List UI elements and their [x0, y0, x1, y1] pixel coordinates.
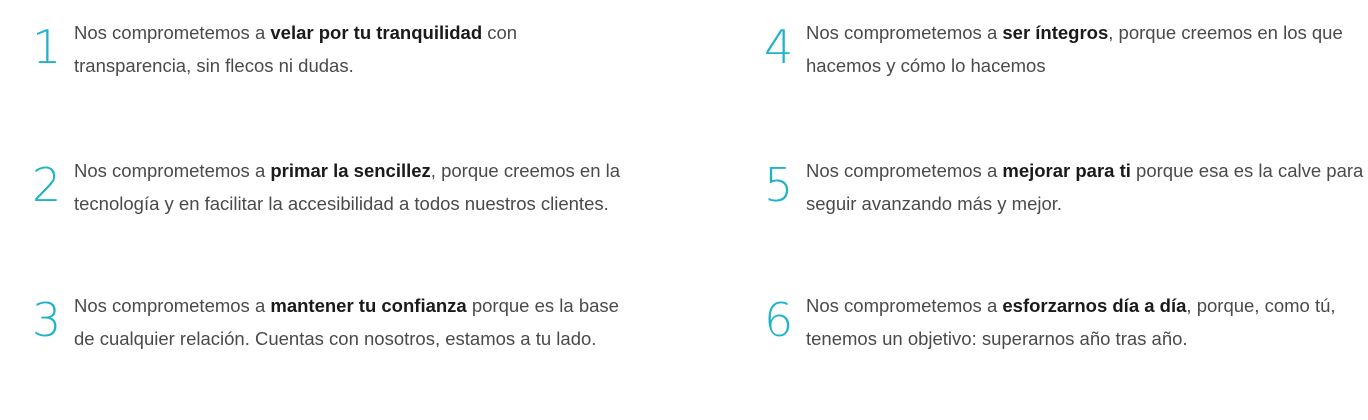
commitment-number: 3 [32, 293, 61, 347]
commitment-highlight: mejorar para ti [1002, 160, 1131, 181]
commitment-lead: Nos comprometemos a [806, 160, 1003, 181]
commitment-rest: , porque creemos en los que hacemos y cómo lo hacemos [806, 22, 1343, 76]
commitment-number: 5 [764, 158, 793, 212]
commitment-highlight: ser íntegros [1002, 22, 1109, 43]
commitment-item-4 [764, 22, 1366, 82]
commitment-rest: con transparencia, sin flecos ni dudas. [74, 22, 518, 76]
commitment-highlight: mantener tu confianza [270, 295, 467, 316]
commitment-lead: Nos comprometemos a [74, 160, 271, 181]
commitment-rest: porque esa es la calve para seguir avanzando más y mejor. [806, 160, 1364, 214]
commitment-rest: porque es la base de cualquier relación. Cuentas con nosotros, estamos a tu lado. [74, 295, 619, 349]
commitment-item-6 [764, 295, 1366, 355]
commitment-number: 4 [764, 20, 793, 74]
commitment-text [74, 16, 634, 82]
commitment-highlight: primar la sencillez [270, 160, 431, 181]
commitment-lead: Nos comprometemos a [806, 22, 1003, 43]
commitment-number: 6 [764, 293, 793, 347]
commitment-text [806, 289, 1366, 355]
commitment-number: 2 [32, 158, 61, 212]
commitment-number: 1 [32, 20, 61, 74]
commitment-lead: Nos comprometemos a [74, 22, 271, 43]
commitment-text [806, 16, 1366, 82]
commitment-item-2 [32, 160, 634, 220]
commitment-rest: , porque, como tú, tenemos un objetivo: superarnos año tras año. [806, 295, 1336, 349]
commitment-text [74, 154, 634, 220]
commitment-text [806, 154, 1366, 220]
commitment-text [74, 289, 634, 355]
commitment-lead: Nos comprometemos a [74, 295, 271, 316]
commitment-lead: Nos comprometemos a [806, 295, 1003, 316]
commitment-item-3 [32, 295, 634, 355]
commitment-item-5 [764, 160, 1366, 220]
commitment-rest: , porque creemos en la tecnología y en facilitar la accesibilidad a todos nuestros clientes. [74, 160, 621, 214]
commitment-highlight: esforzarnos día a día [1002, 295, 1187, 316]
commitment-highlight: velar por tu tranquilidad [270, 22, 483, 43]
commitment-item-1 [32, 22, 634, 82]
